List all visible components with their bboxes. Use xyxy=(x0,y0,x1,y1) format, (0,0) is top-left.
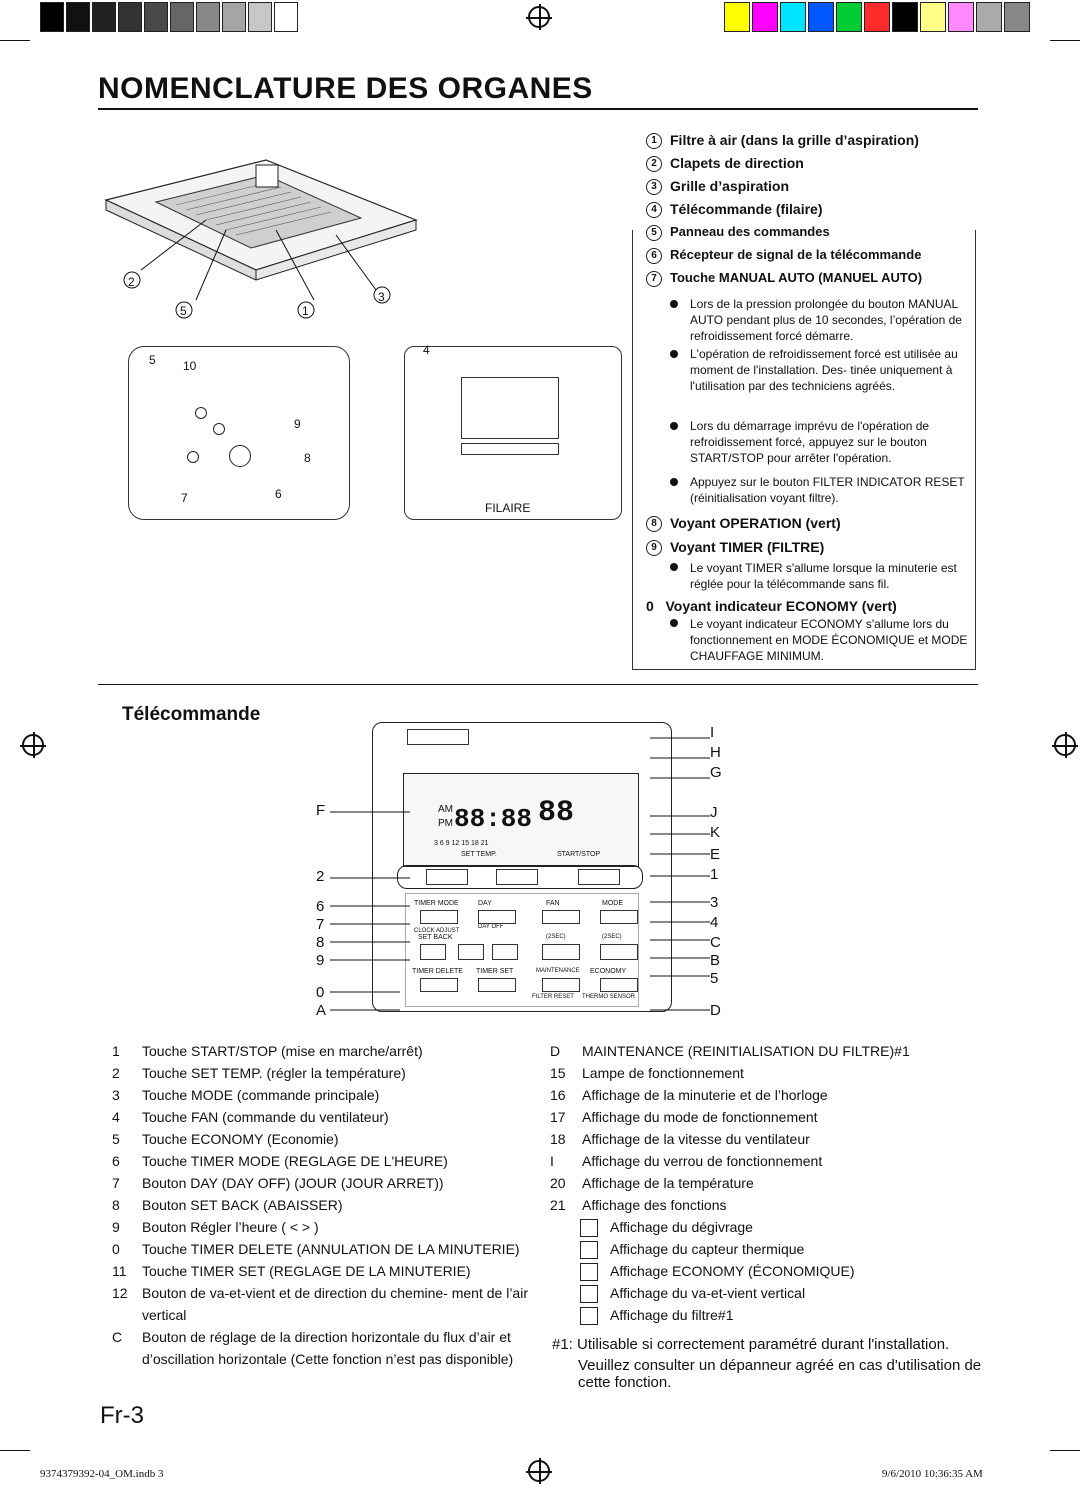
swatch xyxy=(222,2,246,32)
swatch xyxy=(92,2,116,32)
part-number: 3 xyxy=(646,179,662,195)
unit-callout-3: 3 xyxy=(378,290,385,304)
function-item xyxy=(580,1304,980,1326)
part-text: Récepteur de signal de la télécommande xyxy=(670,247,922,262)
pm-label: PM xyxy=(438,818,453,829)
list-item xyxy=(112,1062,532,1084)
list-item xyxy=(550,1172,990,1194)
footer-date: 9/6/2010 10:36:35 AM xyxy=(882,1468,983,1480)
part-4 xyxy=(646,201,823,218)
part-text: Voyant OPERATION (vert) xyxy=(670,515,841,531)
list-key: 0 xyxy=(112,1241,120,1257)
list-key: 2 xyxy=(112,1065,120,1081)
part-text: Panneau des commandes xyxy=(670,224,830,239)
color-bars xyxy=(724,2,1032,32)
list-text: Touche TIMER SET (REGLAGE DE LA MINUTERIE) xyxy=(142,1263,471,1279)
list-text: Touche SET TEMP. (régler la température) xyxy=(142,1065,406,1081)
indoor-unit-illustration xyxy=(96,140,426,350)
part-number: 8 xyxy=(646,516,662,532)
part-number: 1 xyxy=(646,133,662,149)
timer-led xyxy=(195,407,207,419)
list-text: Touche TIMER DELETE (ANNULATION DE LA MINUTERIE) xyxy=(142,1241,520,1257)
remote-callout-4: 4 xyxy=(710,914,719,931)
swatch xyxy=(836,2,862,32)
filter-icon xyxy=(580,1307,598,1325)
part-number: 9 xyxy=(646,540,662,556)
remote-callout-2: 2 xyxy=(316,868,325,885)
list-key: 20 xyxy=(550,1175,566,1191)
note-7-2: L'opération de refroidissement forcé est utilisée au moment de l'installation. Des- tinée uniquement à l'utilisation par des techniciens agréés. xyxy=(690,347,958,393)
swatch xyxy=(724,2,750,32)
wired-remote-illustration xyxy=(404,343,622,520)
list-item xyxy=(550,1194,990,1216)
remote-button-row xyxy=(461,443,559,455)
two-sec-label: (2SEC) xyxy=(602,934,622,940)
list-text: Touche ECONOMY (Economie) xyxy=(142,1131,339,1147)
function-text: Affichage ECONOMY (ÉCONOMIQUE) xyxy=(610,1263,855,1279)
list-key: 7 xyxy=(112,1175,120,1191)
remote-callout-6: 6 xyxy=(316,898,325,915)
part-text: Clapets de direction xyxy=(670,155,804,171)
panel-callout-8: 8 xyxy=(304,451,311,465)
remote-callout-C: C xyxy=(710,934,721,951)
economy-label: ECONOMY xyxy=(590,968,627,975)
list-item xyxy=(112,1172,532,1194)
remote-callout-K: K xyxy=(710,824,721,841)
function-text: Affichage du filtre#1 xyxy=(610,1307,734,1323)
function-item xyxy=(580,1216,980,1238)
part-text: Touche MANUAL AUTO (MANUEL AUTO) xyxy=(670,270,923,285)
swatch xyxy=(920,2,946,32)
note-7-1: Lors de la pression prolongée du bouton MANUAL AUTO pendant plus de 10 secondes, l’opération de refroidissement forcé démarre. xyxy=(690,297,962,343)
list-key: 18 xyxy=(550,1131,566,1147)
remote-callout-A: A xyxy=(316,1002,327,1019)
registration-mark-icon xyxy=(528,1460,550,1482)
clock-digits: 88:88 xyxy=(454,804,533,834)
registration-mark-icon xyxy=(22,734,44,756)
swatch xyxy=(274,2,298,32)
list-item xyxy=(550,1106,990,1128)
remote-callout-D: D xyxy=(710,1002,721,1019)
crop-mark xyxy=(1050,40,1080,41)
note-bullet xyxy=(670,350,678,358)
swatch xyxy=(976,2,1002,32)
list-item xyxy=(112,1150,532,1172)
part-text: Grille d’aspiration xyxy=(670,178,790,194)
start-stop-label: START/STOP xyxy=(557,851,601,858)
hour-ticks: 3 6 9 12 15 18 21 xyxy=(434,840,489,847)
panel-callout-5: 5 xyxy=(149,353,156,367)
list-item xyxy=(112,1084,532,1106)
list-text: Affichage du mode de fonctionnement xyxy=(582,1109,818,1125)
panel-callout-10: 10 xyxy=(183,359,197,373)
part-number: 4 xyxy=(646,202,662,218)
timer-mode-label: TIMER MODE xyxy=(414,900,459,907)
remote-callout-4: 4 xyxy=(423,343,430,357)
temp-digits: 88 xyxy=(538,796,575,830)
fan-label: FAN xyxy=(546,900,560,907)
remote-callout-1: 1 xyxy=(710,866,719,883)
function-icons-list xyxy=(580,1216,980,1326)
swatch xyxy=(808,2,834,32)
list-text: Affichage de la température xyxy=(582,1175,754,1191)
unit-callout-1: 1 xyxy=(302,304,309,318)
note-7-4: Appuyez sur le bouton FILTER INDICATOR RESET (réinitialisation voyant filtre). xyxy=(690,475,965,505)
list-item xyxy=(112,1238,532,1260)
part-number: 7 xyxy=(646,271,662,287)
note-7-3: Lors du démarrage imprévu de l'opération de refroidissement forcé, appuyez sur le bouton START/STOP pour arrêter l'opération. xyxy=(690,419,930,465)
page-title: NOMENCLATURE DES ORGANES xyxy=(98,72,593,105)
list-text: Lampe de fonctionnement xyxy=(582,1065,744,1081)
function-item xyxy=(580,1260,980,1282)
function-text: Affichage du capteur thermique xyxy=(610,1241,805,1257)
remote-callout-8: 8 xyxy=(316,934,325,951)
note-bullet xyxy=(670,300,678,308)
swatch xyxy=(40,2,64,32)
remote-callout-H: H xyxy=(710,744,721,761)
part-text: Voyant TIMER (FILTRE) xyxy=(670,539,825,555)
list-key: 9 xyxy=(112,1219,120,1235)
two-sec-label: (2SEC) xyxy=(546,934,566,940)
part-number: 5 xyxy=(646,225,662,241)
list-text: Bouton SET BACK (ABAISSER) xyxy=(142,1197,343,1213)
manual-auto-button[interactable] xyxy=(187,451,199,463)
list-item xyxy=(550,1084,990,1106)
thermo-sensor-label: THERMO SENSOR xyxy=(582,994,636,1000)
swatch xyxy=(118,2,142,32)
display-items-list xyxy=(550,1040,990,1216)
defrost-icon xyxy=(580,1219,598,1237)
list-key: D xyxy=(550,1043,561,1059)
remote-display xyxy=(461,377,559,439)
crop-mark xyxy=(0,1450,30,1451)
operation-led xyxy=(213,423,225,435)
list-item xyxy=(112,1106,532,1128)
section-title: Télécommande xyxy=(122,704,261,725)
remote-callout-J: J xyxy=(710,804,718,821)
swing-icon xyxy=(580,1285,598,1303)
title-rule xyxy=(98,108,978,110)
list-text: Touche FAN (commande du ventilateur) xyxy=(142,1109,389,1125)
swatch xyxy=(196,2,220,32)
remote-callout-0: 0 xyxy=(316,984,325,1001)
section-rule xyxy=(98,684,978,685)
list-text: Bouton de va-et-vient et de direction du chemine- ment de l’air vertical xyxy=(142,1285,528,1323)
part-8 xyxy=(646,515,841,532)
list-item xyxy=(112,1260,532,1282)
list-text: Bouton DAY (DAY OFF) (JOUR (JOUR ARRET)) xyxy=(142,1175,444,1191)
unit-callout-5: 5 xyxy=(180,304,187,318)
remote-callout-lines xyxy=(330,730,720,1020)
swatch xyxy=(864,2,890,32)
panel-callout-6: 6 xyxy=(275,487,282,501)
part-10 xyxy=(646,598,897,614)
list-item xyxy=(550,1150,990,1172)
maintenance-label: MAINTENANCE xyxy=(536,968,580,974)
panel-callout-7: 7 xyxy=(181,491,188,505)
page-number: Fr-3 xyxy=(100,1402,144,1429)
note-bullet xyxy=(670,422,678,430)
note-9: Le voyant TIMER s'allume lorsque la minuterie est réglée pour la télécommande sans fil. xyxy=(690,561,957,591)
swatch xyxy=(170,2,194,32)
remote-callout-F: F xyxy=(316,802,326,819)
list-key: 5 xyxy=(112,1131,120,1147)
list-key: 15 xyxy=(550,1065,566,1081)
footnote-line2: Veuillez consulter un dépanneur agréé en cas d'utilisation de cette fonction. xyxy=(578,1357,982,1391)
remote-callout-E: E xyxy=(710,846,721,863)
part-number: 2 xyxy=(646,156,662,172)
list-text: Bouton Régler l’heure ( < > ) xyxy=(142,1219,319,1235)
list-item xyxy=(112,1128,532,1150)
timer-delete-label: TIMER DELETE xyxy=(412,968,463,975)
list-key: 6 xyxy=(112,1153,120,1169)
registration-mark-icon xyxy=(1054,734,1076,756)
filter-reset-label: FILTER RESET xyxy=(532,994,574,1000)
list-key: 3 xyxy=(112,1087,120,1103)
list-text: MAINTENANCE (REINITIALISATION DU FILTRE)#1 xyxy=(582,1043,910,1059)
signal-receiver xyxy=(229,445,251,467)
part-1 xyxy=(646,132,919,149)
list-key: 21 xyxy=(550,1197,566,1213)
swatch xyxy=(780,2,806,32)
footnote-line1: Utilisable si correctement paramétré durant l'installation. xyxy=(577,1336,950,1353)
eco-icon xyxy=(580,1263,598,1281)
list-text: Affichage de la minuterie et de l’horloge xyxy=(582,1087,828,1103)
am-label: AM xyxy=(438,804,453,815)
swatch xyxy=(66,2,90,32)
part-10-text: Voyant indicateur ECONOMY (vert) xyxy=(665,598,897,614)
remote-callout-I: I xyxy=(710,724,715,741)
list-text: Affichage des fonctions xyxy=(582,1197,727,1213)
note-bullet xyxy=(670,563,678,571)
remote-callout-7: 7 xyxy=(316,916,325,933)
list-item xyxy=(112,1194,532,1216)
list-item xyxy=(550,1128,990,1150)
remote-buttons-list xyxy=(112,1040,532,1370)
remote-callout-G: G xyxy=(710,764,722,781)
panel-callout-9: 9 xyxy=(294,417,301,431)
list-text: Touche TIMER MODE (REGLAGE DE L'HEURE) xyxy=(142,1153,448,1169)
list-key: 8 xyxy=(112,1197,120,1213)
list-key: 17 xyxy=(550,1109,566,1125)
crop-mark xyxy=(0,40,30,41)
list-key: 4 xyxy=(112,1109,120,1125)
remote-callout-5: 5 xyxy=(710,970,719,987)
swatch xyxy=(1004,2,1030,32)
list-item xyxy=(550,1040,990,1062)
list-key: 1 xyxy=(112,1043,120,1059)
clock-adjust-label: CLOCK ADJUST xyxy=(414,928,460,934)
swatch xyxy=(948,2,974,32)
note-bullet xyxy=(670,619,678,627)
unit-callout-2: 2 xyxy=(128,275,135,289)
control-panel-detail xyxy=(128,346,350,520)
footer-file: 9374379392-04_OM.indb 3 xyxy=(40,1468,164,1480)
function-text: Affichage du va-et-vient vertical xyxy=(610,1285,806,1301)
swatch xyxy=(248,2,272,32)
note-10: Le voyant indicateur ECONOMY s'allume lors du fonctionnement en MODE ÉCONOMIQUE et MODE CHAUFFAGE MINIMUM. xyxy=(690,617,968,663)
footnote-mark: #1: xyxy=(552,1336,573,1353)
part-9 xyxy=(646,539,824,556)
part-3 xyxy=(646,178,789,195)
thermo-sensor-icon xyxy=(580,1241,598,1259)
part-text: Filtre à air (dans la grille d’aspiration) xyxy=(670,132,919,148)
set-temp-label: SET TEMP. xyxy=(461,851,497,858)
list-key: I xyxy=(550,1153,554,1169)
list-key: 16 xyxy=(550,1087,566,1103)
function-item xyxy=(580,1282,980,1304)
remote-callout-9: 9 xyxy=(316,952,325,969)
function-item xyxy=(580,1238,980,1260)
list-key: 11 xyxy=(112,1263,127,1279)
day-off-label: DAY OFF xyxy=(478,924,504,930)
crop-mark xyxy=(1050,1450,1080,1451)
note-bullet xyxy=(670,478,678,486)
mode-label: MODE xyxy=(602,900,623,907)
list-item xyxy=(112,1216,532,1238)
list-item xyxy=(112,1326,532,1370)
list-text: Touche MODE (commande principale) xyxy=(142,1087,380,1103)
list-item xyxy=(112,1040,532,1062)
footnote xyxy=(552,1336,992,1391)
list-key: 12 xyxy=(112,1285,128,1301)
list-item xyxy=(112,1282,532,1326)
list-item xyxy=(550,1062,990,1084)
remote-callout-B: B xyxy=(710,952,721,969)
timer-set-label: TIMER SET xyxy=(476,968,514,975)
list-text: Affichage de la vitesse du ventilateur xyxy=(582,1131,810,1147)
list-text: Affichage du verrou de fonctionnement xyxy=(582,1153,823,1169)
list-text: Touche START/STOP (mise en marche/arrêt) xyxy=(142,1043,423,1059)
swatch xyxy=(892,2,918,32)
part-2 xyxy=(646,155,804,172)
part-number: 6 xyxy=(646,248,662,264)
remote-callout-3: 3 xyxy=(710,894,719,911)
list-text: Bouton de réglage de la direction horizontale du flux d’air et d’oscillation horizontale (Cette fonction n’est pas disponible) xyxy=(142,1329,514,1367)
set-back-label: SET BACK xyxy=(418,934,453,941)
filaire-label: FILAIRE xyxy=(485,501,531,515)
grayscale-bars xyxy=(40,2,300,32)
swatch xyxy=(144,2,168,32)
day-label: DAY xyxy=(478,900,492,907)
part-text: Télécommande (filaire) xyxy=(670,201,823,217)
registration-mark-icon xyxy=(528,6,550,28)
swatch xyxy=(752,2,778,32)
list-key: C xyxy=(112,1329,123,1345)
function-text: Affichage du dégivrage xyxy=(610,1219,753,1235)
part-10-number: 0 xyxy=(646,598,654,614)
